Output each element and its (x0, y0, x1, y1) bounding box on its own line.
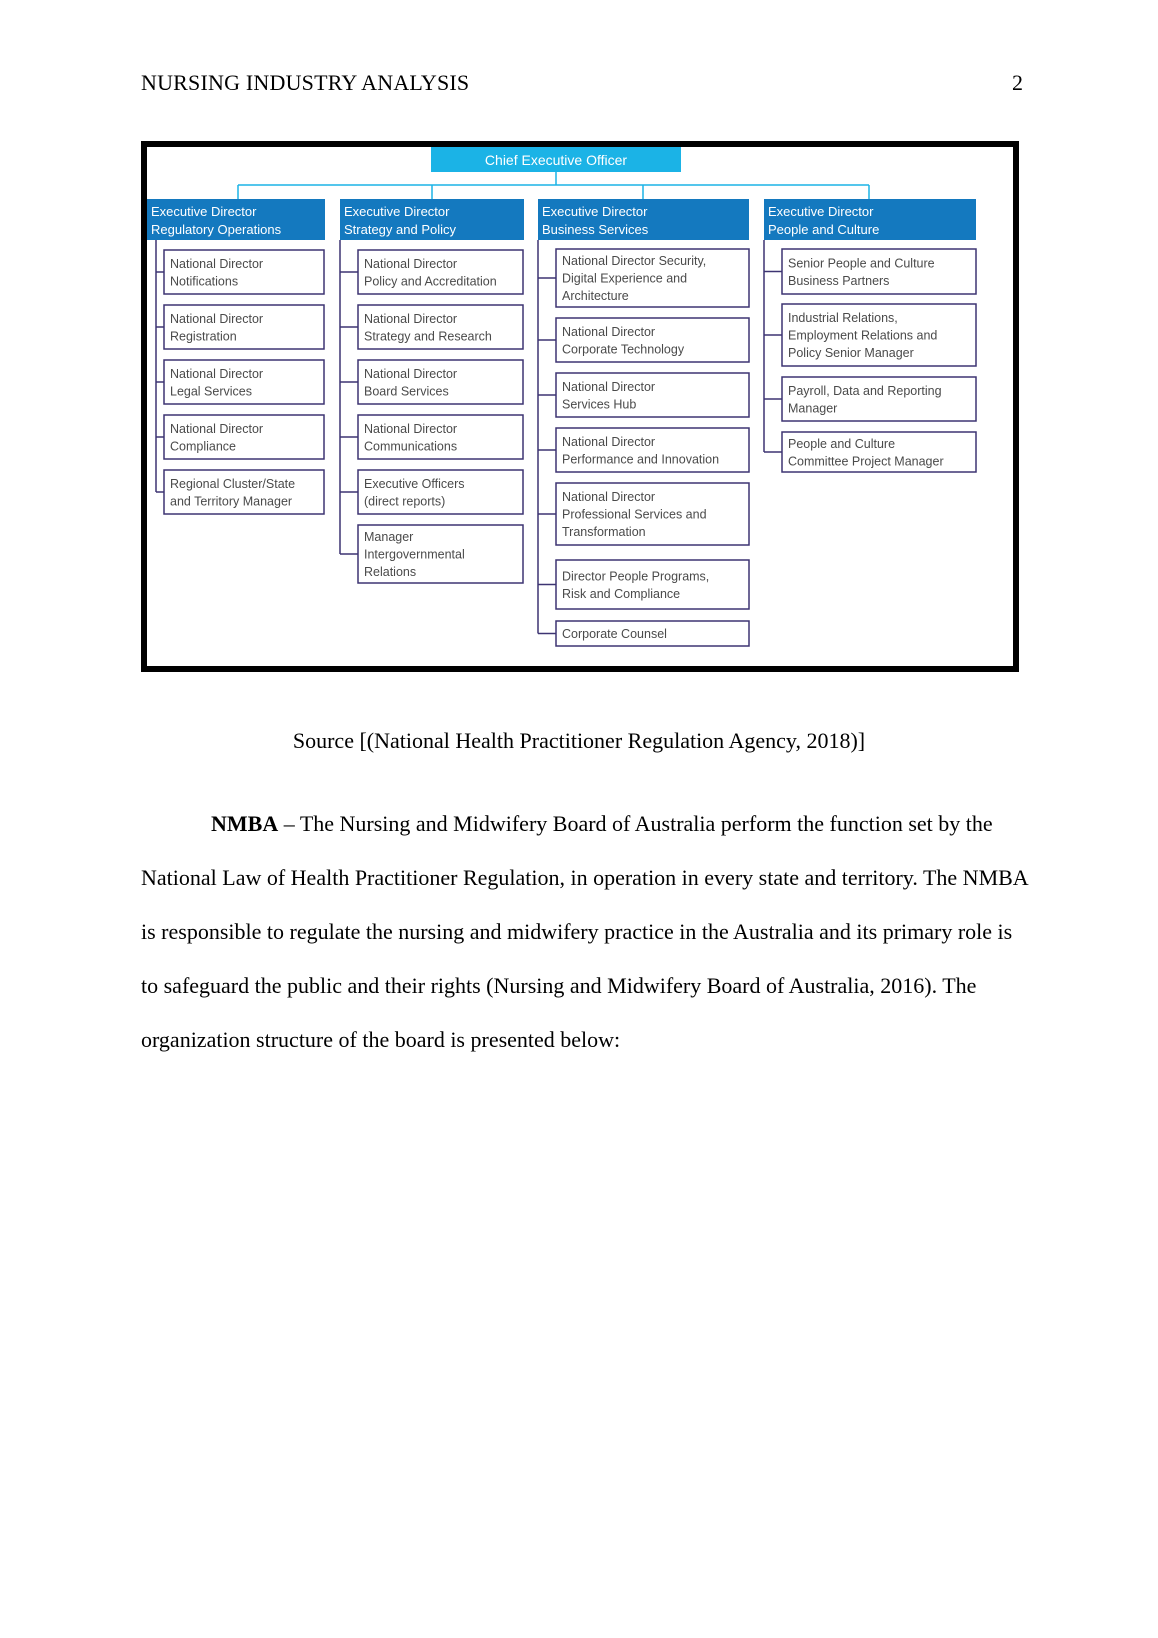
role-label: National Director (364, 421, 458, 436)
figure-caption: Source [(National Health Practitioner Regulation Agency, 2018)] (292, 728, 866, 753)
role-box (556, 560, 749, 609)
role-label: National Director (170, 256, 264, 271)
role-label: (direct reports) (364, 494, 446, 509)
role-label: Digital Experience and (562, 271, 688, 286)
role-label: Relations (364, 565, 417, 579)
role-label: Legal Services (170, 384, 252, 399)
role-label: National Director (170, 366, 264, 381)
role-label: Performance and Innovation (562, 452, 720, 467)
role-label: National Director (364, 256, 458, 271)
executive-director-label: Strategy and Policy (344, 222, 457, 237)
role-label: Committee Project Manager (788, 454, 944, 469)
role-label: Compliance (170, 439, 237, 454)
paragraph-text: – The Nursing and Midwifery Board of Australia perform the function set by the National Law of Health Practitioner Regulation, in operation in every state and territory. The NMBA is responsible to regulate the nursing and midwifery practice in the Australia and its primary role is to safeguard the public and their rights (Nursing and Midwifery Board of Australia, 2016). The organization structure of the board is presented below: (141, 811, 1028, 1052)
role-label: Regional Cluster/State (170, 476, 296, 491)
body-paragraph (141, 797, 1031, 1067)
role-label: Strategy and Research (364, 329, 492, 344)
role-label: Director People Programs, (562, 569, 710, 584)
role-label: National Director (364, 366, 458, 381)
role-label: Policy and Accreditation (364, 274, 497, 289)
role-label: Policy Senior Manager (788, 346, 914, 360)
role-label: Senior People and Culture (788, 256, 935, 271)
executive-director-label: People and Culture (768, 222, 880, 237)
role-label: Architecture (562, 289, 629, 303)
executive-director-label: Executive Director (344, 204, 450, 219)
role-label: National Director Security, (562, 254, 707, 268)
role-label: Manager (788, 401, 838, 416)
role-label: Transformation (562, 525, 646, 539)
paragraph-lead-term: NMBA (211, 811, 279, 836)
role-label: Communications (364, 439, 458, 454)
role-label: National Director (562, 324, 656, 339)
role-label: National Director (562, 379, 656, 394)
role-label: Executive Officers (364, 476, 465, 491)
role-label: Manager (364, 530, 414, 544)
role-label: Industrial Relations, (788, 311, 898, 325)
role-label: and Territory Manager (170, 494, 293, 509)
ceo-label: Chief Executive Officer (484, 152, 628, 168)
role-label: People and Culture (788, 436, 896, 451)
role-label: Board Services (364, 384, 449, 399)
role-label: Payroll, Data and Reporting (788, 383, 942, 398)
role-label: Corporate Counsel (562, 627, 667, 641)
executive-director-label: Executive Director (542, 204, 648, 219)
org-chart-figure (141, 141, 1019, 672)
page-number: 2 (1012, 70, 1023, 95)
running-head: NURSING INDUSTRY ANALYSIS (141, 70, 470, 95)
role-label: National Director (170, 311, 264, 326)
role-label: National Director (364, 311, 458, 326)
role-label: Corporate Technology (562, 342, 685, 357)
role-label: National Director (562, 490, 656, 504)
role-label: Services Hub (562, 397, 637, 412)
role-label: National Director (170, 421, 264, 436)
executive-director-label: Regulatory Operations (151, 222, 282, 237)
executive-director-label: Executive Director (151, 204, 257, 219)
role-label: Intergovernmental (364, 547, 465, 562)
role-label: Business Partners (788, 273, 890, 288)
org-chart (147, 147, 1013, 666)
executive-director-label: Business Services (542, 222, 649, 237)
role-label: National Director (562, 434, 656, 449)
role-label: Risk and Compliance (562, 586, 681, 601)
role-label: Notifications (170, 274, 239, 289)
executive-director-label: Executive Director (768, 204, 874, 219)
role-label: Registration (170, 329, 237, 344)
role-label: Employment Relations and (788, 328, 938, 343)
role-label: Professional Services and (562, 507, 707, 522)
